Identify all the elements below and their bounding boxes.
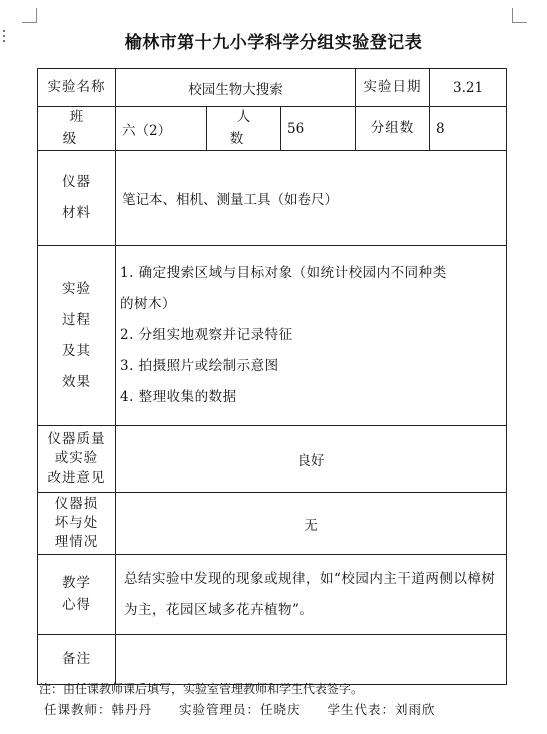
signature-line [44, 700, 458, 718]
reflection-label-line: 教学 [62, 575, 91, 592]
materials-label-line: 仪器 [62, 173, 91, 190]
process-label-line: 过程 [62, 311, 91, 328]
damage-label [38, 493, 116, 555]
table-row [38, 69, 507, 107]
materials-label-line: 材料 [62, 205, 91, 222]
student-rep-signature: 学生代表：刘雨欣 [327, 702, 436, 717]
quality-label-line: 仪器质量 [47, 430, 106, 447]
list-item: 1. 确定搜索区域与目标对象（如统计校园内不同种类 [120, 265, 447, 282]
reflection-label [38, 555, 116, 635]
remarks-label: 备注 [38, 635, 116, 685]
table-row [38, 151, 507, 246]
reflection-value: 总结实验中发现的现象或规律，如“校园内主干道两侧以樟树为主，花园区域多花卉植物”。 [116, 555, 507, 635]
process-label-line: 及其 [62, 342, 91, 359]
quality-label-line: 改进意见 [47, 469, 106, 486]
table-row [38, 635, 507, 685]
process-label-line: 实验 [62, 280, 91, 297]
group-count-value: 8 [430, 107, 507, 151]
page-title: 榆林市第十九小学科学分组实验登记表 [124, 33, 423, 53]
people-count-value: 56 [281, 107, 356, 151]
list-item: 4. 整理收集的数据 [120, 389, 237, 406]
footnote: 注：由任课教师课后填写，实验室管理教师和学生代表签字。 [39, 682, 364, 696]
people-count-label: 人 数 [207, 107, 281, 151]
process-value [116, 246, 507, 426]
damage-label-line: 仪器损 [54, 496, 99, 513]
damage-label-line: 坏与处 [54, 515, 99, 532]
process-label [38, 246, 116, 426]
remarks-value [116, 635, 507, 685]
table-row [38, 493, 507, 555]
list-item: 的树木） [120, 296, 176, 313]
experiment-name-label: 实验名称 [38, 69, 116, 107]
registration-form-table [37, 68, 507, 685]
materials-value: 笔记本、相机、测量工具（如卷尺） [116, 151, 507, 246]
quality-value: 良好 [116, 426, 507, 493]
reflection-label-line: 心得 [62, 596, 91, 613]
process-label-line: 效果 [62, 373, 91, 390]
damage-value: 无 [116, 493, 507, 555]
damage-label-line: 理情况 [54, 534, 99, 551]
table-row [38, 246, 507, 426]
teacher-signature: 任课教师：韩丹丹 [44, 702, 153, 717]
list-item: 2. 分组实地观察并记录特征 [120, 327, 293, 344]
materials-label [38, 151, 116, 246]
class-label: 班 级 [38, 107, 116, 151]
table-row [38, 107, 507, 151]
lab-manager-signature: 实验管理员：任晓庆 [179, 702, 301, 717]
quality-label [38, 426, 116, 493]
corner-mark-left [22, 8, 37, 23]
table-row [38, 426, 507, 493]
experiment-name-value: 校园生物大搜索 [116, 69, 356, 107]
list-item: 3. 拍摄照片或绘制示意图 [120, 358, 279, 375]
class-value: 六（2） [116, 107, 207, 151]
experiment-date-value: 3.21 [430, 69, 507, 107]
corner-mark-right [512, 8, 527, 23]
quality-label-line: 或实验 [54, 450, 99, 467]
table-row [38, 555, 507, 635]
group-count-label: 分组数 [356, 107, 430, 151]
experiment-date-label: 实验日期 [356, 69, 430, 107]
